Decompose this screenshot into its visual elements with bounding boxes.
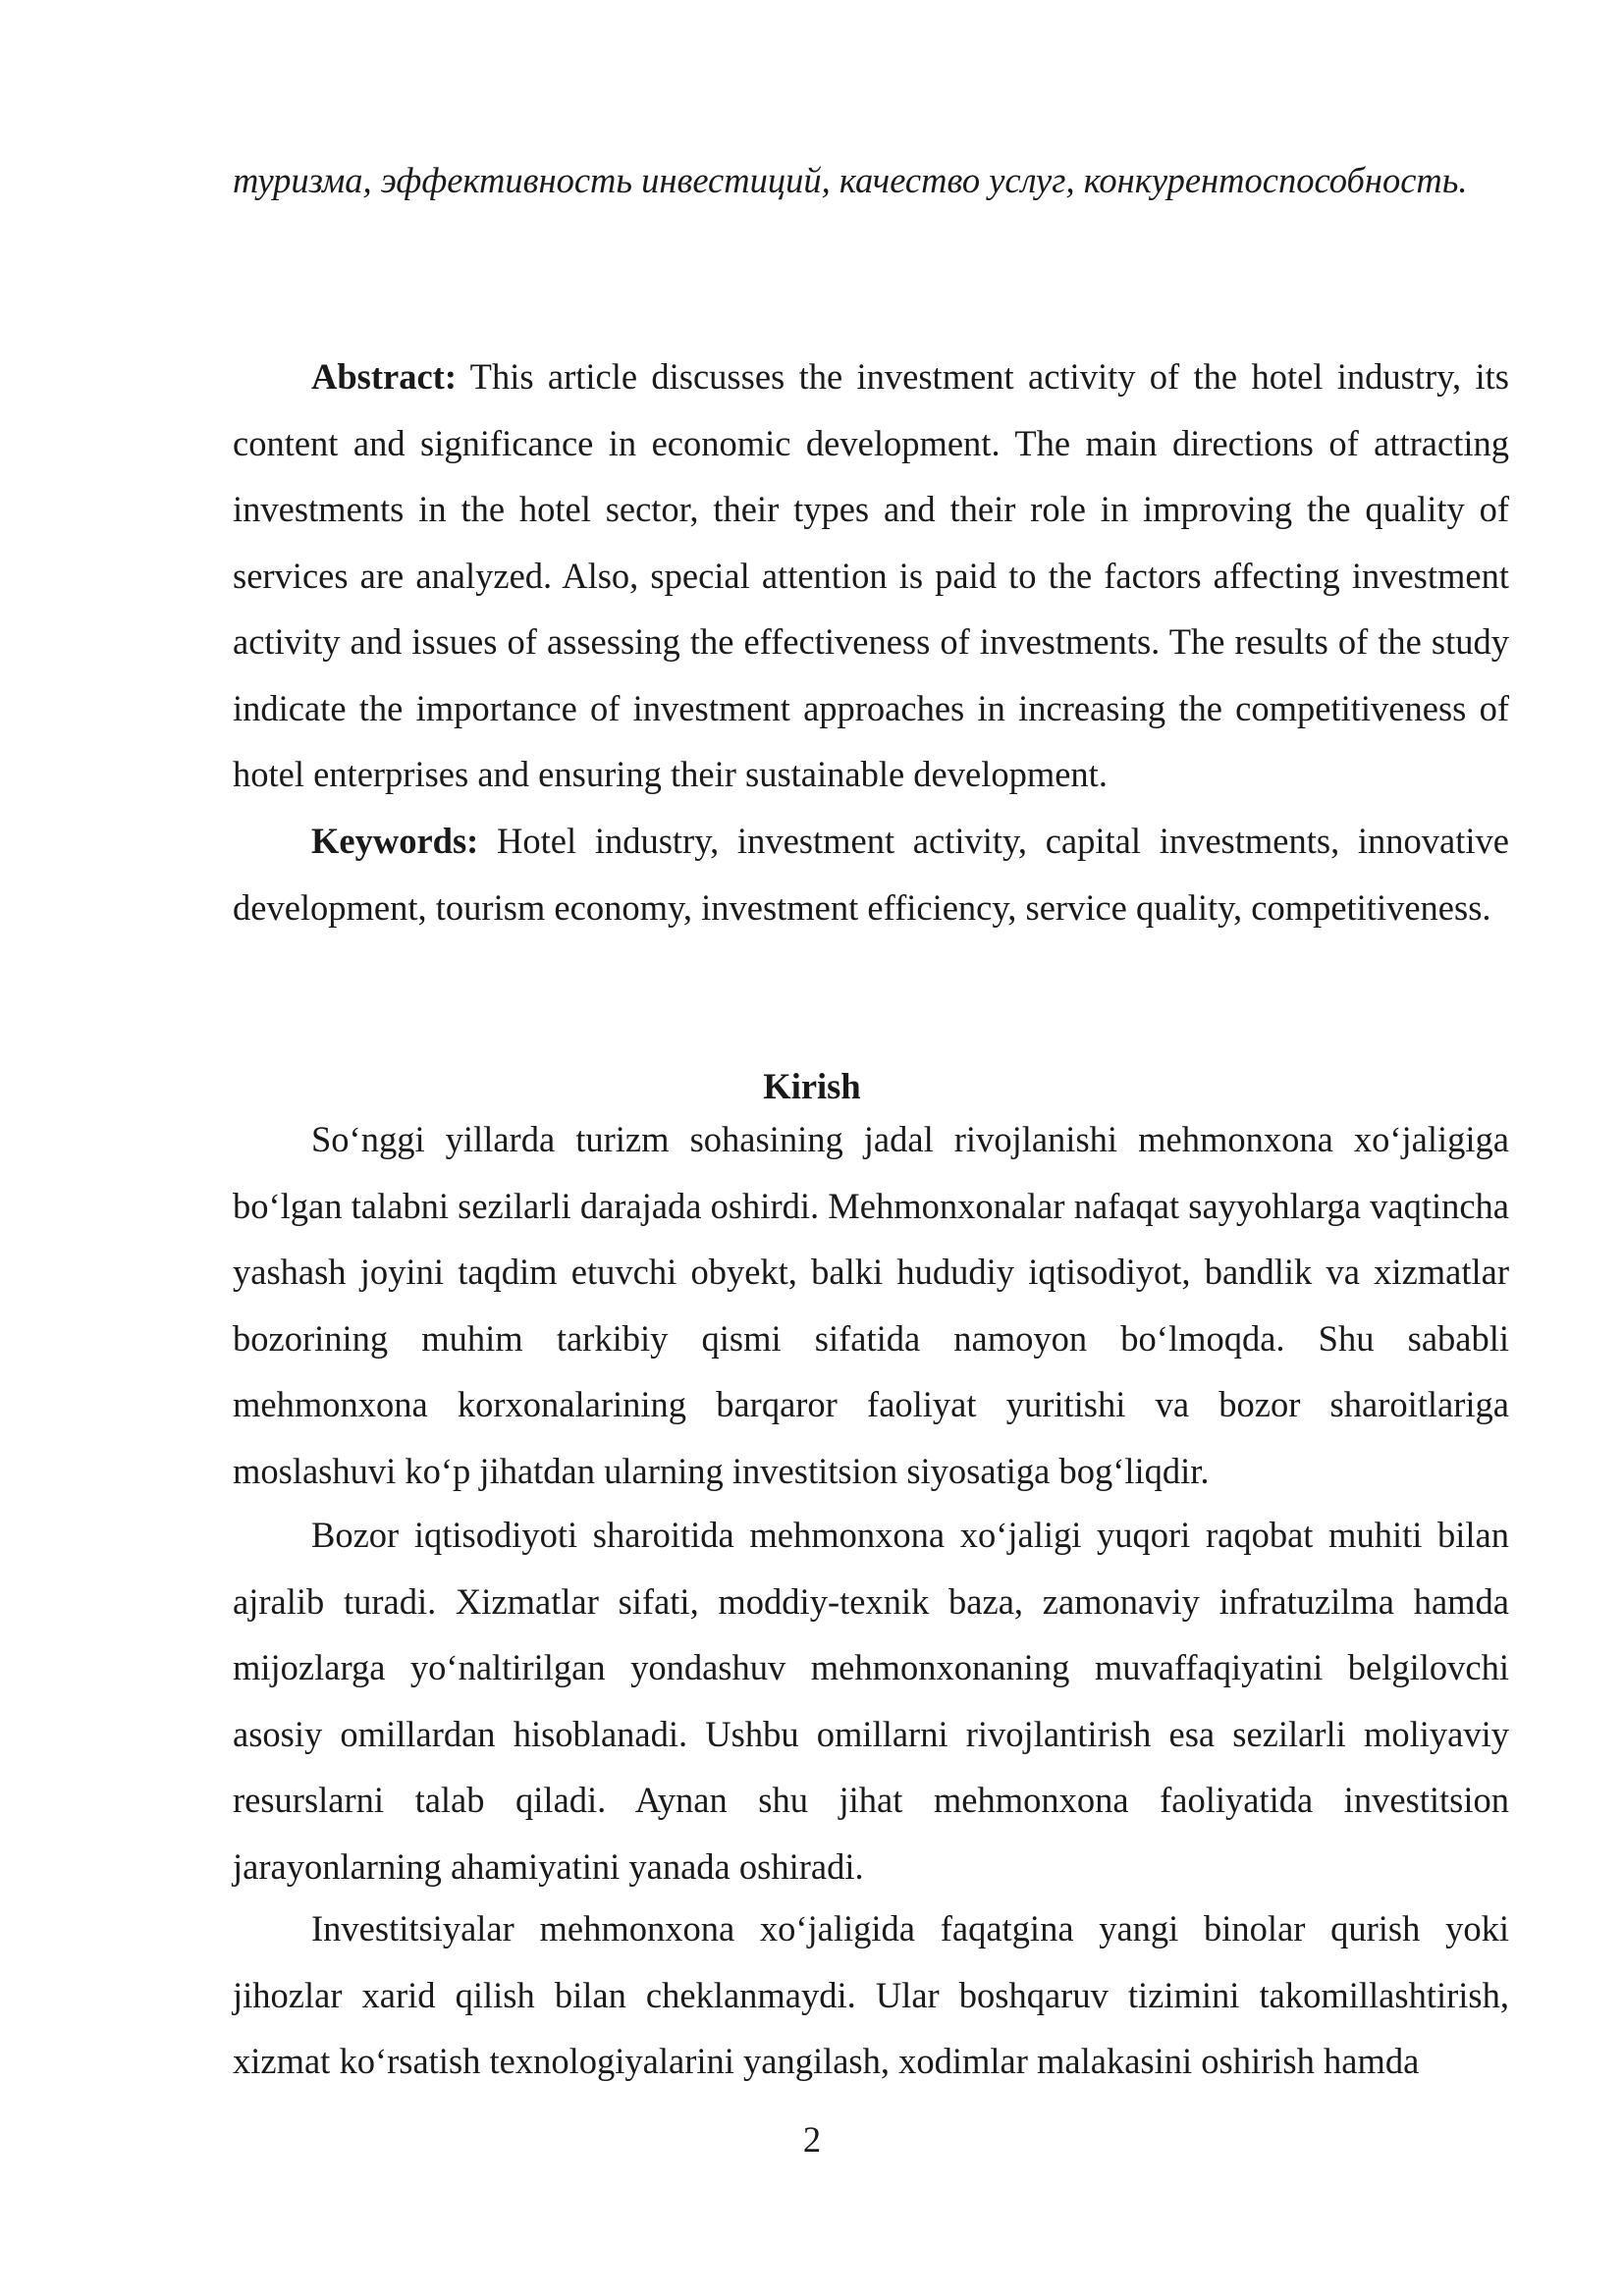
section-heading: Kirish	[763, 1066, 861, 1106]
keywords-paragraph	[233, 808, 1509, 940]
abstract-text: This article discusses the investment activity of the hotel industry, its content and significance in economic development. The main directions of attracting investments in the hotel sector, their types and their role in improving the quality of services are analyzed. Also, special attention is paid to the factors affecting investment activity and issues of assessing the effectiveness of investments. The results of the study indicate the importance of investment approaches in increasing the competitiveness of hotel enterprises and ensuring their sustainable development.	[233, 356, 1509, 794]
page-number: 2	[802, 2119, 822, 2160]
body-paragraph-3: Investitsiyalar mehmonxona xo‘jaligida faqatgina yangi binolar qurish yoki jihozlar xarid qilish bilan cheklanmaydi. Ular boshqaruv tizimini takomillashtirish, xizmat ko‘rsatish texnologiyalarini yangilash, xodimlar malakasini oshirish hamda	[233, 1908, 1509, 2081]
body-paragraph-1: So‘nggi yillarda turizm sohasining jadal rivojlanishi mehmonxona xo‘jaligiga bo‘lgan talabni sezilarli darajada oshirdi. Mehmonxonalar nafaqat sayyohlarga vaqtincha yashash joyini taqdim etuvchi obyekt, balki hududiy iqtisodiyot, bandlik va xizmatlar bozorining muhim tarkibiy qismi sifatida namoyon bo‘lmoqda. Shu sababli mehmonxona korxonalarining barqaror faoliyat yuritishi va bozor sharoitlariga moslashuvi ko‘p jihatdan ularning investitsion siyosatiga bog‘liqdir.	[233, 1119, 1509, 1491]
keywords-label: Keywords:	[311, 821, 479, 861]
body-paragraph-2: Bozor iqtisodiyoti sharoitida mehmonxona xo‘jaligi yuqori raqobat muhiti bilan ajralib turadi. Xizmatlar sifati, moddiy-texnik baza, zamonaviy infratuzilma hamda mijozlarga yo‘naltirilgan yondashuv mehmonxonaning muvaffaqiyatini belgilovchi asosiy omillardan hisoblanadi. Ushbu omillarni rivojlantirish esa sezilarli moliyaviy resurslarni talab qiladi. Aynan shu jihat mehmonxona faoliyatida investitsion jarayonlarning ahamiyatini yanada oshiradi.	[233, 1515, 1509, 1887]
keywords-text: Hotel industry, investment activity, capital investments, innovative development, tourism economy, investment efficiency, service quality, competitiveness.	[233, 821, 1509, 928]
russian-keywords-text: туризма, эффективность инвестиций, качество услуг, конкурентоспособность.	[233, 160, 1468, 200]
abstract-label: Abstract:	[311, 356, 457, 397]
abstract-paragraph	[233, 344, 1509, 808]
